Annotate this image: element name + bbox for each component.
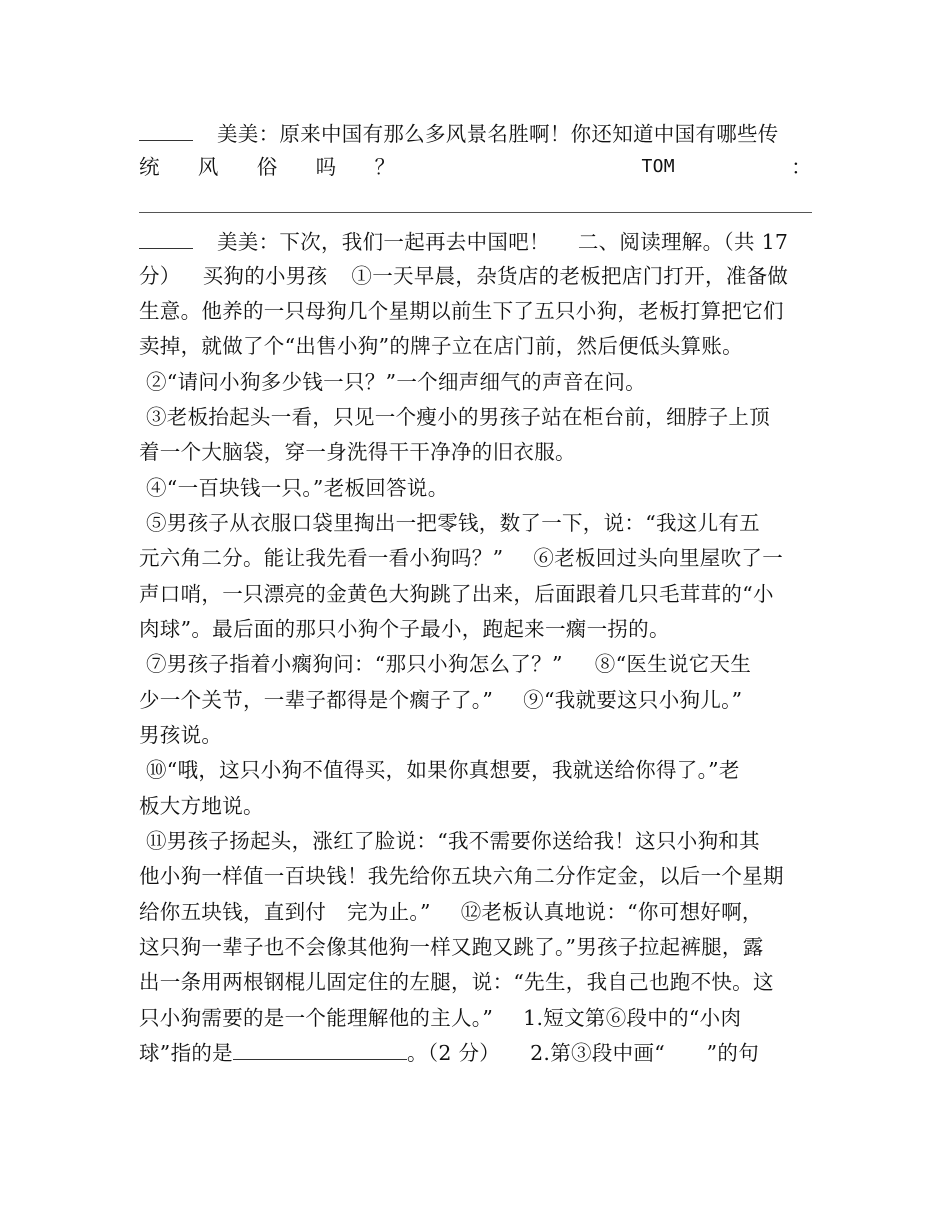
- question-line: [139, 1035, 812, 1071]
- paragraph-line: 出一条用两根钢棍儿固定住的左腿，说：“先生，我自己也跑不快。这: [139, 970, 774, 994]
- paragraph-line: ⑤男孩子从衣服口袋里掏出一把零钱，数了一下，说：“我这儿有五: [146, 511, 760, 535]
- paragraph-line: ④“一百块钱一只。”老板回答说。: [146, 476, 449, 500]
- word: 吗: [315, 155, 337, 179]
- line-text: 只小狗需要的是一个能理解他的主人。”: [139, 1006, 494, 1030]
- dialogue-line-continuation: [139, 149, 812, 185]
- points-label: 分）: [139, 264, 181, 288]
- question-points: 。（2 分）: [406, 1041, 501, 1065]
- paragraph-line: 他小狗一样值一百块钱！我先给你五块六角二分作定金，以后一个星期: [139, 864, 784, 888]
- paragraph-line: 着一个大脑袋，穿一身洗得干干净净的旧衣服。: [139, 440, 576, 464]
- paragraph-line: ⑪男孩子扬起头，涨红了脸说：“我不需要你送给我！这只小狗和其: [146, 829, 760, 853]
- line-text: ⑨“我就要这只小狗儿。”: [523, 688, 743, 712]
- answer-blank[interactable]: [139, 226, 193, 249]
- paragraph-text: ①一天早晨，杂货店的老板把店门打开，准备做: [351, 264, 789, 288]
- answer-line[interactable]: [139, 212, 812, 213]
- question-text: 球”指的是: [139, 1041, 233, 1065]
- word: 风: [197, 155, 219, 179]
- line-text: 少一个关节，一辈子都得是个瘸子了。”: [139, 688, 494, 712]
- word: 统: [139, 155, 160, 179]
- passage-title: 买狗的小男孩: [202, 264, 328, 288]
- paragraph-line: [139, 894, 812, 930]
- line-text: 元六角二分。能让我先看一看小狗吗？”: [139, 546, 504, 570]
- paragraph-line: ②“请问小狗多少钱一只？”一个细声细气的声音在问。: [146, 370, 646, 394]
- line-text: ⑦男孩子指着小瘸狗问：“那只小狗怎么了？”: [146, 652, 563, 676]
- paragraph-line: 生意。他养的一只母狗几个星期以前生下了五只小狗，老板打算把它们: [139, 299, 784, 323]
- paragraph-line: 这只狗一辈子也不会像其他狗一样又跑又跳了。”男孩子拉起裤腿，露: [139, 935, 764, 959]
- paragraph-line: [139, 682, 812, 718]
- dialogue-line-meimei-2: [139, 224, 812, 260]
- paragraph-line: 肉球”。最后面的那只小狗个子最小，跑起来一瘸一拐的。: [139, 617, 670, 641]
- word: ：: [791, 155, 812, 179]
- speaker-tom: TOM: [641, 156, 675, 177]
- line-text: 美美：原来中国有那么多风景名胜啊！你还知道中国有哪些传: [217, 122, 779, 146]
- passage-title-line: [139, 258, 812, 294]
- question-1: 1.短文第⑥段中的“小肉: [523, 1006, 742, 1030]
- line-text: 美美：下次，我们一起再去中国吧！: [217, 230, 550, 254]
- line-text: ⑥老板回过头向里屋吹了一: [533, 546, 783, 570]
- paragraph-line: [146, 646, 819, 682]
- answer-blank[interactable]: [139, 118, 193, 141]
- section-heading: 二、阅读理解。（共 17: [577, 230, 789, 254]
- line-text: ⑧“医生说它天生: [594, 652, 752, 676]
- paragraph-line: ③老板抬起头一看，只见一个瘦小的男孩子站在柜台前，细脖子上顶: [146, 405, 770, 429]
- paragraph-line: [139, 1000, 812, 1036]
- word: ？: [374, 155, 396, 179]
- paragraph-line: 卖掉，就做了个“出售小狗”的牌子立在店门前，然后便低头算账。: [139, 334, 743, 358]
- paragraph-line: 板大方地说。: [139, 794, 264, 818]
- paragraph-line: [139, 540, 812, 576]
- dialogue-line-meimei-1: [139, 116, 812, 152]
- line-text: ⑫老板认真地说：“你可想好啊，: [460, 900, 763, 924]
- question-2: 2.第③段中画“ ”的句: [530, 1041, 760, 1065]
- paragraph-line: ⑩“哦，这只小狗不值得买，如果你真想要，我就送给你得了。”老: [146, 758, 740, 782]
- paragraph-line: 男孩说。: [139, 723, 223, 747]
- paragraph-line: 声口哨，一只漂亮的金黄色大狗跳了出来，后面跟着几只毛茸茸的“小: [139, 582, 774, 606]
- line-text: 给你五块钱，直到付 完为止。”: [139, 900, 431, 924]
- word: 俗: [256, 155, 278, 179]
- answer-blank[interactable]: [233, 1037, 407, 1060]
